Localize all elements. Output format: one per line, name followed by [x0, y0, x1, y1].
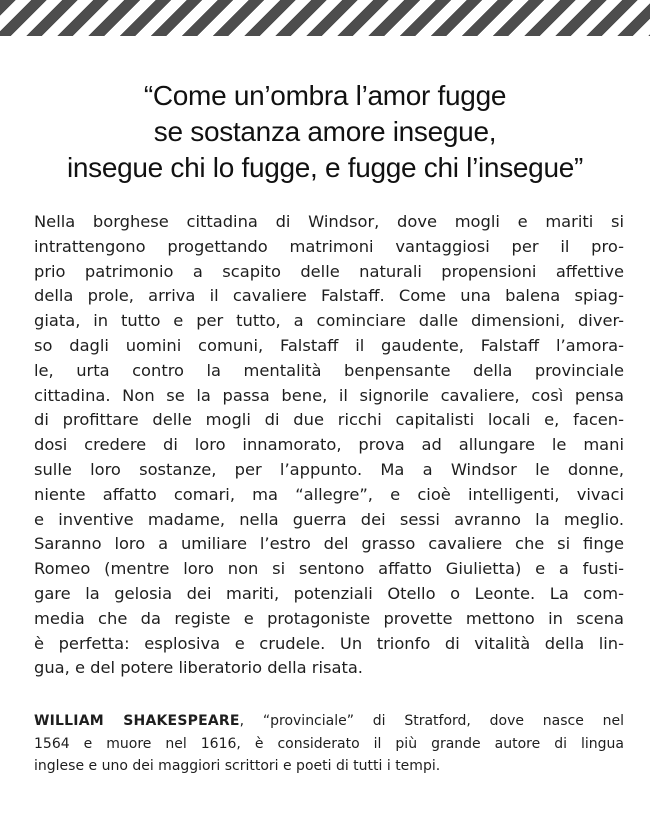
synopsis-line: Romeo (mentre loro non si sentono affatto Giulietta) e a fusti-: [34, 559, 624, 579]
quote-line: se sostanza amore insegue,: [153, 116, 497, 147]
quote-line: insegue chi lo fugge, e fugge chi l’insegue”: [66, 152, 584, 183]
bio-line: [34, 710, 624, 733]
author-name: WILLIAM SHAKESPEARE: [34, 713, 240, 729]
synopsis-line: giata, in tutto e per tutto, a cominciare dalle dimensioni, diver-: [34, 311, 624, 331]
synopsis-line: e inventive madame, nella guerra dei sessi avranno la meglio.: [34, 509, 624, 529]
bio-text: , “provinciale” di Stratford, dove nasce nel: [239, 713, 624, 729]
synopsis-line: gare la gelosia dei mariti, potenziali Otello o Leonte. La com-: [34, 583, 624, 603]
synopsis-line: media che da registe e protagoniste provette mettono in scena: [34, 608, 624, 628]
synopsis-line: di profittare delle mogli di due ricchi capitalisti locali e, facen-: [34, 410, 624, 430]
synopsis-line: Saranno loro a umiliare l’estro del grasso cavaliere che si finge: [34, 534, 624, 554]
synopsis-paragraph: [34, 210, 624, 681]
synopsis-line: sulle loro sostanze, per l’appunto. Ma a Windsor le donne,: [34, 459, 624, 479]
bio-line: inglese e uno dei maggiori scrittori e poeti di tutti i tempi.: [34, 758, 441, 774]
synopsis-line: cittadina. Non se la passa bene, il signorile cavaliere, così pensa: [34, 385, 624, 405]
epigraph-quote: [20, 78, 630, 186]
author-bio: [34, 710, 624, 778]
bio-line: 1564 e muore nel 1616, è considerato il più grande autore di lingua: [34, 735, 624, 752]
quote-line: “Come un’ombra l’amor fugge: [143, 80, 507, 111]
synopsis-line: le, urta contro la mentalità benpensante della provinciale: [34, 360, 624, 380]
synopsis-line: prio patrimonio a scapito delle naturali propensioni affettive: [34, 261, 624, 281]
synopsis-line: gua, e del potere liberatorio della risata.: [34, 658, 363, 678]
synopsis-line: dosi credere di loro innamorato, prova ad allungare le mani: [34, 435, 624, 455]
synopsis-line: della prole, arriva il cavaliere Falstaff. Come una balena spiag-: [34, 286, 624, 306]
synopsis-line: so dagli uomini comuni, Falstaff il gaudente, Falstaff l’amora-: [34, 335, 624, 355]
synopsis-line: intrattengono progettando matrimoni vantaggiosi per il pro-: [34, 236, 624, 256]
synopsis-line: niente affatto comari, ma “allegre”, e cioè intelligenti, vivaci: [34, 484, 624, 504]
decorative-stripe-band: [0, 0, 650, 36]
synopsis-line: Nella borghese cittadina di Windsor, dove mogli e mariti si: [34, 212, 624, 231]
synopsis-line: è perfetta: esplosiva e crudele. Un trionfo di vitalità della lin-: [34, 633, 624, 653]
